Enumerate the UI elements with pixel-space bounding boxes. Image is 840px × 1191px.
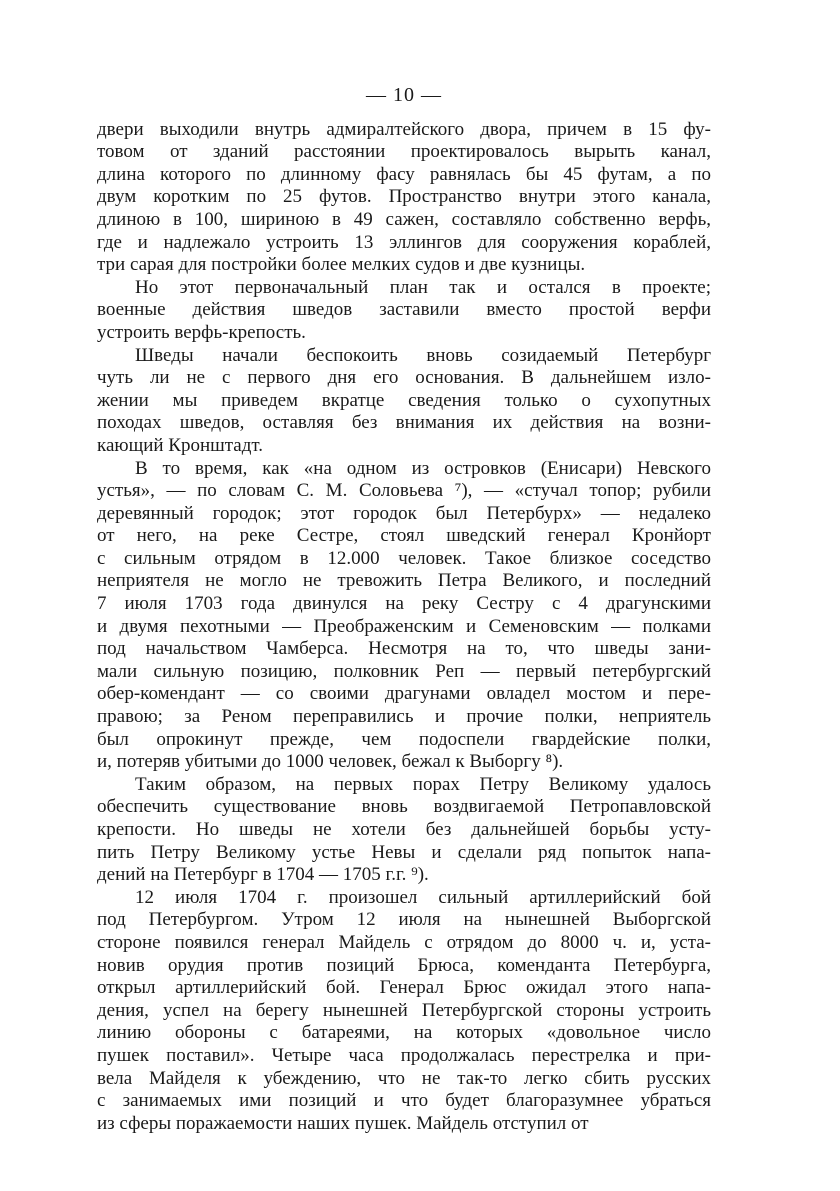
text-line: дений на Петербург в 1704 — 1705 г.г. ⁹). (97, 864, 429, 886)
text-line: дения, успел на берегу нынешней Петербургской стороны устроить (97, 999, 711, 1021)
paragraph (97, 458, 711, 774)
text-line: двери выходили внутрь адмиралтейского двора, причем в 15 фу- (97, 118, 711, 140)
text-line: В то время, как «на одном из островков (Енисари) Невского (135, 457, 711, 479)
text-line: неприятеля не могло не тревожить Петра Великого, и последний (97, 570, 711, 592)
text-line: обер-комендант — со своими драгунами овладел мостом и пере- (97, 683, 711, 705)
paragraph (97, 887, 711, 1136)
text-line: новив орудия против позиций Брюса, коменданта Петербурга, (97, 954, 711, 976)
text-line: был опрокинут прежде, чем подоспели гвардейские полки, (97, 728, 711, 750)
text-line: и двумя пехотными — Преображенским и Семеновским — полками (97, 615, 711, 637)
text-line: с сильным отрядом в 12.000 человек. Такое близкое соседство (97, 547, 711, 569)
text-line: и, потеряв убитыми до 1000 человек, бежал к Выборгу ⁸). (97, 751, 564, 773)
text-line: из сферы поражаемости наших пушек. Майдель отступил от (97, 1112, 589, 1134)
text-line: 7 июля 1703 года двинулся на реку Сестру с 4 драгунскими (97, 593, 711, 615)
document-page (97, 84, 711, 1135)
text-line: чуть ли не с первого дня его основания. В дальнейшем изло- (97, 367, 711, 389)
text-line: кающий Кронштадт. (97, 434, 264, 456)
text-line: под начальством Чамберса. Несмотря на то, что шведы зани- (97, 638, 711, 660)
text-line: жении мы приведем вкратце сведения только о сухопутных (97, 389, 711, 411)
text-line: деревянный городок; этот городок был Петербурх» — недалеко (97, 502, 711, 524)
page-number: — 10 — (366, 84, 442, 106)
text-line: походах шведов, оставляя без внимания их действия на возни- (97, 412, 711, 434)
text-line: устроить верфь-крепость. (97, 321, 306, 343)
text-line: от него, на реке Сестре, стоял шведский генерал Кронйорт (97, 525, 711, 547)
text-line: товом от зданий расстоянии проектировалось вырыть канал, (97, 141, 711, 163)
text-line: открыл артиллерийский бой. Генерал Брюс ожидал этого напа- (97, 977, 711, 999)
text-line: линию обороны с батареями, на которых «довольное число (97, 1022, 711, 1044)
text-line: военные действия шведов заставили вместо простой верфи (97, 299, 711, 321)
text-line: Шведы начали беспокоить вновь созидаемый Петербург (135, 344, 711, 366)
paragraph (97, 774, 711, 887)
text-line: правою; за Реном переправились и прочие полки, неприятель (97, 706, 711, 728)
text-line: где и надлежало устроить 13 эллингов для сооружения кораблей, (97, 231, 711, 253)
text-line: под Петербургом. Утром 12 июля на нынешней Выборгской (97, 909, 711, 931)
text-line: Таким образом, на первых порах Петру Великому удалось (135, 773, 711, 795)
text-line: двум коротким по 25 футов. Пространство внутри этого канала, (97, 186, 711, 208)
text-line: мали сильную позицию, полковник Реп — первый петербургский (97, 660, 711, 682)
text-line: длина которого по длинному фасу равнялась бы 45 футам, а по (97, 163, 711, 185)
text-body (97, 119, 711, 1136)
text-line: длиною в 100, шириною в 49 сажен, составляло собственно верфь, (97, 208, 711, 230)
text-line: пить Петру Великому устье Невы и сделали ряд попыток напа- (97, 841, 711, 863)
paragraph (97, 119, 711, 277)
text-line: 12 июля 1704 г. произошел сильный артиллерийский бой (135, 886, 711, 908)
text-line: с занимаемых ими позиций и что будет благоразумнее убраться (97, 1090, 711, 1112)
text-line: обеспечить существование вновь воздвигаемой Петропавловской (97, 796, 711, 818)
text-line: крепости. Но шведы не хотели без дальнейшей борьбы усту- (97, 819, 711, 840)
paragraph (97, 277, 711, 345)
paragraph (97, 345, 711, 458)
text-line: Но этот первоначальный план так и остался в проекте; (135, 276, 711, 298)
text-line: вела Майделя к убеждению, что не так-то легко сбить русских (97, 1067, 711, 1089)
text-line: устья», — по словам С. М. Соловьева ⁷), — «стучал топор; рубили (97, 480, 711, 502)
text-line: стороне появился генерал Майдель с отрядом до 8000 ч. и, уста- (97, 931, 711, 953)
text-line: пушек поставил». Четыре часа продолжалась перестрелка и при- (97, 1044, 711, 1066)
text-line: три сарая для постройки более мелких судов и две кузницы. (97, 254, 586, 276)
